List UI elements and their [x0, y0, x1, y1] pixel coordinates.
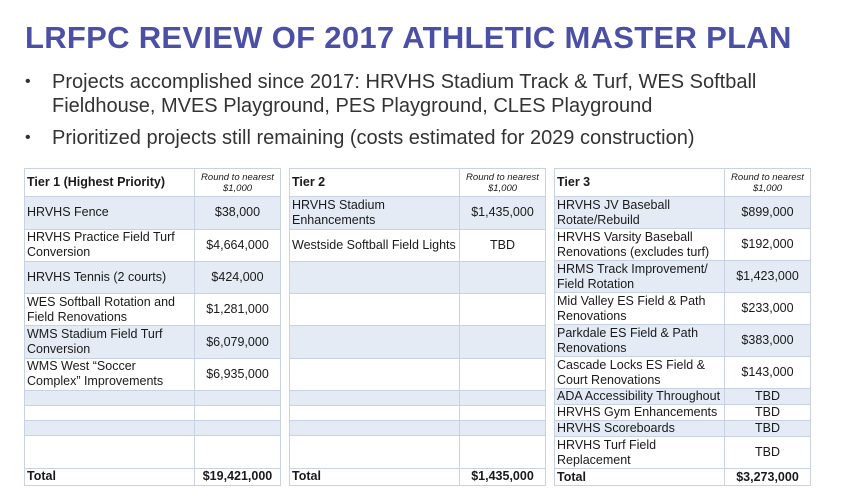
project-cost	[195, 421, 281, 436]
total-label: Total	[555, 469, 725, 486]
table-row	[25, 358, 281, 390]
table-header-row	[290, 169, 546, 197]
project-cost	[195, 406, 281, 421]
project-cost: $38,000	[195, 197, 281, 229]
table-row	[555, 357, 811, 389]
project-cost: $424,000	[195, 261, 281, 293]
table-row	[555, 405, 811, 421]
tier-1-table	[24, 168, 281, 486]
table-row	[290, 358, 546, 390]
table-row	[290, 326, 546, 358]
project-name: HRVHS Fence	[25, 197, 195, 229]
project-cost: $383,000	[725, 325, 811, 357]
table-row	[290, 406, 546, 421]
table-row	[25, 391, 281, 406]
project-cost	[460, 406, 546, 421]
bullet-item	[25, 70, 855, 118]
project-cost: $1,423,000	[725, 261, 811, 293]
project-name	[290, 421, 460, 436]
table-row	[290, 391, 546, 406]
tier-name: Tier 2	[290, 169, 460, 197]
bullet-dot-icon: •	[25, 73, 31, 90]
total-row	[25, 468, 281, 485]
total-row	[290, 468, 546, 485]
project-cost: TBD	[725, 421, 811, 437]
table-row	[290, 197, 546, 229]
table-row	[25, 261, 281, 293]
project-cost: $6,935,000	[195, 358, 281, 390]
project-name: Parkdale ES Field & Path Renovations	[555, 325, 725, 357]
bullet-list	[25, 70, 855, 158]
project-name	[25, 436, 195, 468]
cost-column-header: Round to nearest $1,000	[725, 169, 811, 197]
total-label: Total	[25, 468, 195, 485]
project-name: HRVHS Stadium Enhancements	[290, 197, 460, 229]
project-name	[290, 326, 460, 358]
project-cost	[460, 294, 546, 326]
bullet-dot-icon: •	[25, 129, 31, 146]
table-row	[25, 406, 281, 421]
project-name: HRVHS Varsity Baseball Renovations (excludes turf)	[555, 229, 725, 261]
project-cost	[460, 326, 546, 358]
project-name: HRVHS JV Baseball Rotate/Rebuild	[555, 197, 725, 229]
project-name: WES Softball Rotation and Field Renovations	[25, 294, 195, 326]
table-row	[555, 325, 811, 357]
table-row	[290, 421, 546, 436]
tier-tables	[24, 168, 811, 486]
table-header-row	[25, 169, 281, 197]
project-cost: $4,664,000	[195, 229, 281, 261]
slide-title: LRFPC REVIEW OF 2017 ATHLETIC MASTER PLAN	[25, 20, 792, 55]
table-row	[290, 294, 546, 326]
project-name: HRMS Track Improvement/ Field Rotation	[555, 261, 725, 293]
project-cost: $143,000	[725, 357, 811, 389]
project-cost: $192,000	[725, 229, 811, 261]
tier-3-table	[554, 168, 811, 486]
project-name	[290, 294, 460, 326]
project-cost: TBD	[725, 389, 811, 405]
project-name	[290, 436, 460, 468]
table-header-row	[555, 169, 811, 197]
project-name: WMS Stadium Field Turf Conversion	[25, 326, 195, 358]
total-cost: $19,421,000	[195, 468, 281, 485]
project-cost: TBD	[460, 229, 546, 261]
project-cost	[460, 358, 546, 390]
project-cost	[195, 436, 281, 468]
project-name: HRVHS Scoreboards	[555, 421, 725, 437]
project-cost: $6,079,000	[195, 326, 281, 358]
total-cost: $3,273,000	[725, 469, 811, 486]
project-name	[25, 406, 195, 421]
project-cost: TBD	[725, 437, 811, 469]
project-name: HRVHS Turf Field Replacement	[555, 437, 725, 469]
bullet-item	[25, 126, 855, 150]
project-name	[25, 421, 195, 436]
project-name	[290, 261, 460, 293]
table-row	[555, 293, 811, 325]
table-row	[290, 229, 546, 261]
tier-name: Tier 1 (Highest Priority)	[25, 169, 195, 197]
project-name: Westside Softball Field Lights	[290, 229, 460, 261]
table-row	[25, 326, 281, 358]
table-row	[555, 261, 811, 293]
project-cost: TBD	[725, 405, 811, 421]
project-name: WMS West “Soccer Complex” Improvements	[25, 358, 195, 390]
project-name: HRVHS Tennis (2 courts)	[25, 261, 195, 293]
table-row	[555, 389, 811, 405]
project-name	[290, 391, 460, 406]
table-row	[290, 261, 546, 293]
total-label: Total	[290, 468, 460, 485]
project-name	[290, 358, 460, 390]
project-cost: $1,435,000	[460, 197, 546, 229]
table-row	[290, 436, 546, 468]
total-cost: $1,435,000	[460, 468, 546, 485]
table-row	[555, 229, 811, 261]
cost-column-header: Round to nearest $1,000	[460, 169, 546, 197]
project-name	[290, 406, 460, 421]
project-name	[25, 391, 195, 406]
project-name: Cascade Locks ES Field & Court Renovations	[555, 357, 725, 389]
tier-name: Tier 3	[555, 169, 725, 197]
table-row	[25, 436, 281, 468]
tier-2-table	[289, 168, 546, 486]
project-name: HRVHS Practice Field Turf Conversion	[25, 229, 195, 261]
project-cost	[460, 436, 546, 468]
table-row	[25, 294, 281, 326]
bullet-text: Prioritized projects still remaining (costs estimated for 2029 construction)	[52, 127, 695, 149]
project-name: HRVHS Gym Enhancements	[555, 405, 725, 421]
project-name: ADA Accessibility Throughout	[555, 389, 725, 405]
table-row	[555, 197, 811, 229]
table-row	[555, 437, 811, 469]
project-name: Mid Valley ES Field & Path Renovations	[555, 293, 725, 325]
table-row	[555, 421, 811, 437]
total-row	[555, 469, 811, 486]
bullet-text: Projects accomplished since 2017: HRVHS Stadium Track & Turf, WES Softball Fieldhouse, MVES Playground, PES Playground, CLES Playground	[52, 71, 757, 117]
table-row	[25, 197, 281, 229]
cost-column-header: Round to nearest $1,000	[195, 169, 281, 197]
project-cost: $899,000	[725, 197, 811, 229]
table-row	[25, 421, 281, 436]
project-cost	[460, 391, 546, 406]
project-cost	[195, 391, 281, 406]
project-cost: $233,000	[725, 293, 811, 325]
table-row	[25, 229, 281, 261]
project-cost: $1,281,000	[195, 294, 281, 326]
project-cost	[460, 421, 546, 436]
project-cost	[460, 261, 546, 293]
